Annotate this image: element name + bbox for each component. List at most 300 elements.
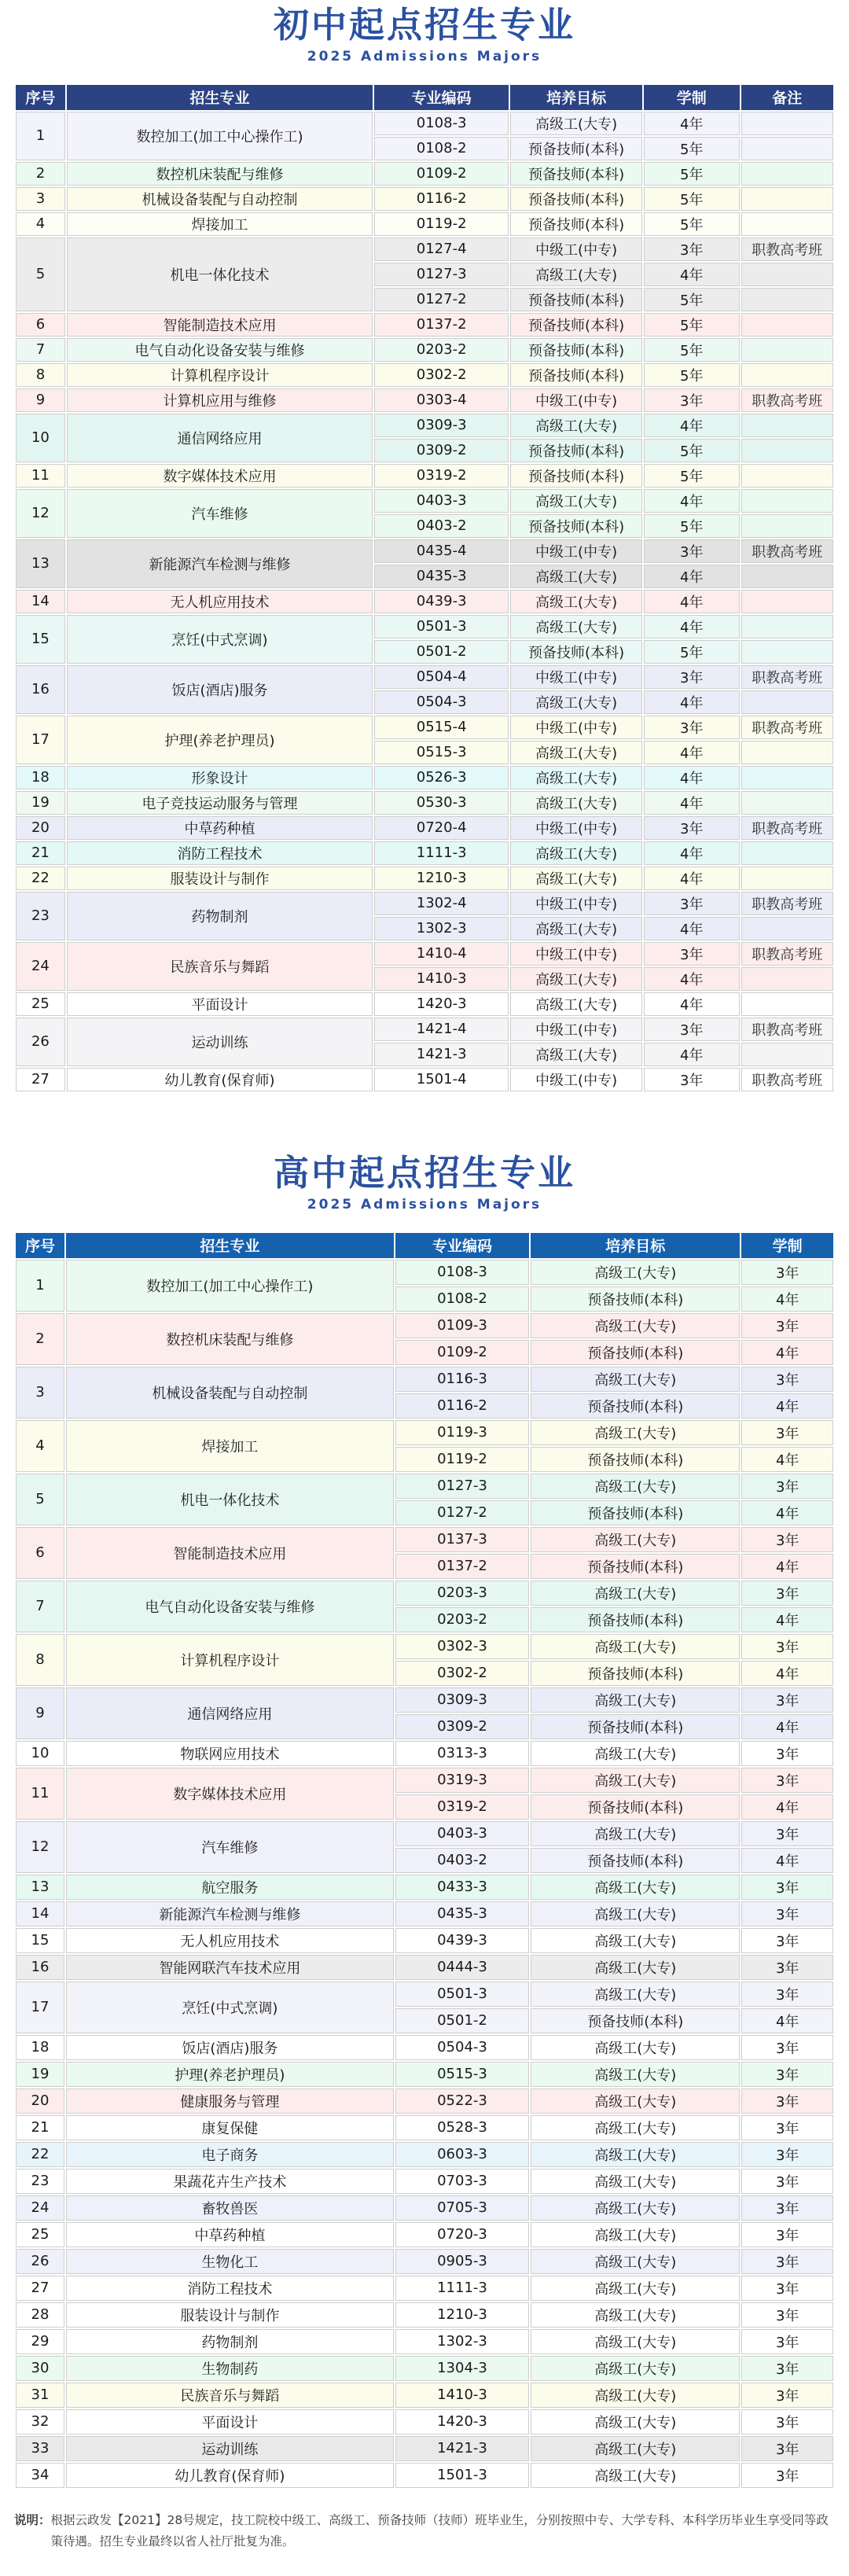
table-row (16, 1474, 833, 1499)
major-name: 服装设计与制作 (67, 867, 373, 890)
table-row (16, 1634, 833, 1659)
major-name: 汽车维修 (66, 1821, 394, 1873)
remark (741, 690, 833, 714)
training-goal: 高级工(大专) (531, 1741, 740, 1766)
training-goal: 预备技师(本科) (510, 212, 642, 236)
row-number: 3 (16, 187, 65, 211)
training-goal: 预备技师(本科) (510, 640, 642, 664)
row-number: 27 (16, 2276, 64, 2301)
column-header: 培养目标 (510, 85, 642, 110)
training-goal: 高级工(大专) (531, 1928, 740, 1953)
study-duration: 3年 (741, 1313, 833, 1338)
row-number: 2 (16, 1313, 64, 1365)
remark: 职教高考班 (741, 1018, 833, 1041)
row-number: 9 (16, 1687, 64, 1739)
major-name: 运动训练 (66, 2436, 394, 2461)
training-goal: 高级工(大专) (510, 992, 642, 1016)
table-row (16, 766, 833, 789)
training-goal: 预备技师(本科) (510, 137, 642, 160)
table-row (16, 791, 833, 815)
major-name: 机械设备装配与自动控制 (67, 187, 373, 211)
table-row (16, 2035, 833, 2060)
study-duration: 3年 (741, 2302, 833, 2328)
training-goal: 高级工(大专) (531, 1901, 740, 1926)
major-name: 新能源汽车检测与维修 (66, 1901, 394, 1926)
major-name: 护理(养老护理员) (66, 2062, 394, 2087)
table-row (16, 1875, 833, 1900)
row-number: 5 (16, 237, 65, 311)
row-number: 8 (16, 363, 65, 387)
table-row (16, 841, 833, 865)
major-code: 0435-4 (374, 539, 509, 563)
training-goal: 高级工(大专) (531, 1982, 740, 2007)
major-name: 消防工程技术 (66, 2276, 394, 2301)
major-code: 0319-2 (395, 1794, 529, 1820)
major-code: 0501-3 (395, 1982, 529, 2007)
row-number: 17 (16, 1982, 64, 2033)
major-name: 健康服务与管理 (66, 2088, 394, 2114)
study-duration: 3年 (644, 942, 740, 966)
training-goal: 高级工(大专) (510, 967, 642, 991)
table-row (16, 1581, 833, 1606)
study-duration: 3年 (741, 1687, 833, 1713)
column-header: 专业编码 (374, 85, 509, 110)
major-code: 0319-2 (374, 464, 509, 488)
training-goal: 高级工(大专) (531, 1420, 740, 1445)
study-duration: 4年 (644, 590, 740, 613)
header-row (16, 85, 833, 110)
row-number: 20 (16, 816, 65, 840)
major-name: 中草药种植 (67, 816, 373, 840)
training-goal: 高级工(大专) (510, 489, 642, 513)
major-name: 药物制剂 (67, 892, 373, 940)
training-goal: 高级工(大专) (531, 2329, 740, 2354)
training-goal: 高级工(大专) (510, 615, 642, 638)
training-goal: 高级工(大专) (531, 2356, 740, 2381)
major-code: 0137-3 (395, 1527, 529, 1552)
training-goal: 高级工(大专) (531, 2249, 740, 2274)
table-row (16, 1260, 833, 1285)
senior-admissions-section (14, 1153, 835, 2490)
training-goal: 高级工(大专) (531, 1313, 740, 1338)
study-duration: 5年 (644, 313, 740, 337)
training-goal: 预备技师(本科) (531, 1714, 740, 1739)
table-row (16, 942, 833, 966)
table-row (16, 338, 833, 362)
remark: 职教高考班 (741, 665, 833, 689)
training-goal: 预备技师(本科) (531, 1447, 740, 1472)
major-code: 0403-2 (395, 1848, 529, 1873)
study-duration: 3年 (644, 1018, 740, 1041)
training-goal: 预备技师(本科) (531, 1286, 740, 1312)
training-goal: 高级工(大专) (510, 766, 642, 789)
remark (741, 640, 833, 664)
major-name: 机电一体化技术 (67, 237, 373, 311)
major-code: 0504-3 (374, 690, 509, 714)
study-duration: 3年 (741, 2356, 833, 2381)
study-duration: 5年 (644, 137, 740, 160)
row-number: 5 (16, 1474, 64, 1525)
table-row (16, 2115, 833, 2140)
major-name: 数字媒体技术应用 (66, 1768, 394, 1820)
study-duration: 3年 (741, 2383, 833, 2408)
study-duration: 3年 (741, 1928, 833, 1953)
remark (741, 590, 833, 613)
row-number: 12 (16, 489, 65, 538)
table-row (16, 212, 833, 236)
junior-title-block (14, 5, 835, 64)
remark (741, 212, 833, 236)
study-duration: 5年 (644, 363, 740, 387)
major-name: 运动训练 (67, 1018, 373, 1066)
remark (741, 917, 833, 940)
major-code: 0302-3 (395, 1634, 529, 1659)
remark (741, 187, 833, 211)
major-name: 机械设备装配与自动控制 (66, 1367, 394, 1419)
major-code: 1421-3 (374, 1043, 509, 1066)
row-number: 29 (16, 2329, 64, 2354)
row-number: 10 (16, 414, 65, 462)
row-number: 14 (16, 590, 65, 613)
study-duration: 3年 (644, 539, 740, 563)
row-number: 23 (16, 892, 65, 940)
row-number: 18 (16, 766, 65, 789)
table-row (16, 1982, 833, 2007)
major-code: 0603-3 (395, 2142, 529, 2167)
training-goal: 中级工(中专) (510, 816, 642, 840)
senior-admissions-table (14, 1231, 835, 2490)
remark (741, 162, 833, 186)
major-code: 0137-2 (395, 1554, 529, 1579)
major-name: 饭店(酒店)服务 (67, 665, 373, 714)
major-name: 计算机程序设计 (67, 363, 373, 387)
study-duration: 4年 (644, 992, 740, 1016)
study-duration: 5年 (644, 338, 740, 362)
major-name: 航空服务 (66, 1875, 394, 1900)
study-duration: 4年 (644, 489, 740, 513)
training-goal: 预备技师(本科) (531, 1848, 740, 1873)
remark (741, 489, 833, 513)
major-code: 0403-2 (374, 514, 509, 538)
major-code: 1410-3 (395, 2383, 529, 2408)
junior-admissions-section (14, 5, 835, 1093)
training-goal: 高级工(大专) (531, 1527, 740, 1552)
training-goal: 预备技师(本科) (510, 313, 642, 337)
training-goal: 高级工(大专) (531, 1260, 740, 1285)
study-duration: 5年 (644, 464, 740, 488)
major-name: 计算机程序设计 (66, 1634, 394, 1686)
study-duration: 3年 (741, 1474, 833, 1499)
column-header: 学制 (741, 1233, 833, 1258)
training-goal: 高级工(大专) (531, 1687, 740, 1713)
major-code: 0403-3 (395, 1821, 529, 1846)
row-number: 9 (16, 388, 65, 412)
major-name: 平面设计 (66, 2409, 394, 2434)
study-duration: 4年 (644, 690, 740, 714)
study-duration: 3年 (741, 1741, 833, 1766)
study-duration: 4年 (741, 1340, 833, 1365)
table-row (16, 2062, 833, 2087)
training-goal: 高级工(大专) (531, 1955, 740, 1980)
major-code: 0905-3 (395, 2249, 529, 2274)
column-header: 序号 (16, 1233, 64, 1258)
training-goal: 高级工(大专) (510, 414, 642, 437)
remark (741, 288, 833, 311)
major-code: 0109-2 (395, 1340, 529, 1365)
major-code: 0108-3 (374, 112, 509, 135)
study-duration: 3年 (741, 1260, 833, 1285)
major-code: 1111-3 (395, 2276, 529, 2301)
study-duration: 3年 (644, 237, 740, 261)
row-number: 16 (16, 665, 65, 714)
major-code: 0303-4 (374, 388, 509, 412)
major-name: 电气自动化设备安装与维修 (67, 338, 373, 362)
training-goal: 预备技师(本科) (510, 363, 642, 387)
training-goal: 高级工(大专) (510, 590, 642, 613)
row-number: 7 (16, 1581, 64, 1632)
column-header: 序号 (16, 85, 65, 110)
training-goal: 高级工(大专) (531, 2383, 740, 2408)
table-row (16, 2195, 833, 2221)
major-code: 1420-3 (374, 992, 509, 1016)
footnote-label: 说明： (14, 2512, 51, 2527)
table-row (16, 2249, 833, 2274)
major-code: 0203-2 (374, 338, 509, 362)
row-number: 15 (16, 615, 65, 664)
major-code: 0309-3 (395, 1687, 529, 1713)
major-code: 0433-3 (395, 1875, 529, 1900)
major-code: 0522-3 (395, 2088, 529, 2114)
major-name: 物联网应用技术 (66, 1741, 394, 1766)
study-duration: 3年 (741, 2062, 833, 2087)
column-header: 培养目标 (531, 1233, 740, 1258)
major-name: 数控加工(加工中心操作工) (67, 112, 373, 160)
study-duration: 5年 (644, 187, 740, 211)
major-name: 民族音乐与舞蹈 (67, 942, 373, 991)
major-code: 0116-2 (395, 1393, 529, 1419)
major-code: 0116-2 (374, 187, 509, 211)
study-duration: 4年 (741, 1286, 833, 1312)
remark (741, 992, 833, 1016)
remark: 职教高考班 (741, 816, 833, 840)
major-code: 0302-2 (395, 1661, 529, 1686)
major-code: 1410-3 (374, 967, 509, 991)
table-row (16, 2142, 833, 2167)
remark (741, 439, 833, 462)
remark (741, 137, 833, 160)
training-goal: 预备技师(本科) (531, 1500, 740, 1525)
study-duration: 3年 (741, 1634, 833, 1659)
table-row (16, 313, 833, 337)
major-code: 0515-3 (374, 741, 509, 764)
training-goal: 高级工(大专) (510, 263, 642, 286)
table-row (16, 112, 833, 135)
table-row (16, 1955, 833, 1980)
major-name: 数控加工(加工中心操作工) (66, 1260, 394, 1312)
major-name: 幼儿教育(保育师) (67, 1068, 373, 1091)
training-goal: 中级工(中专) (510, 716, 642, 739)
training-goal: 高级工(大专) (531, 1875, 740, 1900)
major-code: 1302-4 (374, 892, 509, 915)
training-goal: 高级工(大专) (531, 1474, 740, 1499)
major-code: 0116-3 (395, 1367, 529, 1392)
footnote-text: 根据云政发【2021】28号规定，技工院校中级工、高级工、预备技师（技师）班毕业生，分别按照中专、大学专科、本科学历毕业生享受同等政策待遇。招生专业最终以省人社厅批复为准。 (50, 2512, 829, 2548)
page-subtitle: 2025 Admissions Majors (307, 48, 542, 64)
training-goal: 预备技师(本科) (510, 162, 642, 186)
major-name: 康复保健 (66, 2115, 394, 2140)
major-code: 1420-3 (395, 2409, 529, 2434)
major-name: 中草药种植 (66, 2222, 394, 2247)
study-duration: 3年 (741, 2115, 833, 2140)
major-code: 0528-3 (395, 2115, 529, 2140)
table-row (16, 1527, 833, 1552)
table-row (16, 363, 833, 387)
study-duration: 4年 (741, 1607, 833, 1632)
major-code: 0703-3 (395, 2169, 529, 2194)
major-code: 0309-3 (374, 414, 509, 437)
major-code: 0203-3 (395, 1581, 529, 1606)
remark (741, 766, 833, 789)
footnote (14, 2510, 835, 2552)
study-duration: 4年 (741, 2008, 833, 2033)
remark (741, 615, 833, 638)
study-duration: 3年 (741, 2142, 833, 2167)
study-duration: 4年 (741, 1447, 833, 1472)
table-row (16, 489, 833, 513)
table-row (16, 590, 833, 613)
study-duration: 4年 (644, 565, 740, 588)
major-code: 0108-3 (395, 1260, 529, 1285)
major-name: 通信网络应用 (67, 414, 373, 462)
study-duration: 3年 (741, 1901, 833, 1926)
training-goal: 高级工(大专) (531, 2463, 740, 2488)
study-duration: 3年 (644, 716, 740, 739)
major-name: 护理(养老护理员) (67, 716, 373, 764)
major-code: 0526-3 (374, 766, 509, 789)
study-duration: 3年 (741, 2035, 833, 2060)
table-row (16, 237, 833, 261)
major-name: 智能制造技术应用 (67, 313, 373, 337)
column-header: 备注 (741, 85, 833, 110)
row-number: 25 (16, 992, 65, 1016)
major-name: 药物制剂 (66, 2329, 394, 2354)
major-code: 1302-3 (374, 917, 509, 940)
training-goal: 中级工(中专) (510, 388, 642, 412)
row-number: 7 (16, 338, 65, 362)
major-code: 0439-3 (395, 1928, 529, 1953)
table-row (16, 2383, 833, 2408)
major-code: 0504-3 (395, 2035, 529, 2060)
page-subtitle: 2025 Admissions Majors (307, 1196, 542, 1213)
remark (741, 841, 833, 865)
remark (741, 414, 833, 437)
senior-title-block (14, 1153, 835, 1213)
table-row (16, 388, 833, 412)
training-goal: 预备技师(本科) (531, 1340, 740, 1365)
table-row (16, 1313, 833, 1338)
row-number: 14 (16, 1901, 64, 1926)
remark: 职教高考班 (741, 942, 833, 966)
study-duration: 3年 (644, 892, 740, 915)
study-duration: 4年 (644, 967, 740, 991)
table-row (16, 2329, 833, 2354)
study-duration: 5年 (644, 439, 740, 462)
major-name: 数字媒体技术应用 (67, 464, 373, 488)
row-number: 20 (16, 2088, 64, 2114)
major-code: 0501-2 (395, 2008, 529, 2033)
training-goal: 预备技师(本科) (510, 464, 642, 488)
remark: 职教高考班 (741, 388, 833, 412)
training-goal: 预备技师(本科) (510, 288, 642, 311)
training-goal: 高级工(大专) (510, 1043, 642, 1066)
remark: 职教高考班 (741, 716, 833, 739)
study-duration: 3年 (741, 2222, 833, 2247)
study-duration: 4年 (644, 791, 740, 815)
study-duration: 3年 (644, 388, 740, 412)
study-duration: 3年 (741, 2276, 833, 2301)
training-goal: 预备技师(本科) (531, 1661, 740, 1686)
major-code: 0119-3 (395, 1420, 529, 1445)
major-name: 机电一体化技术 (66, 1474, 394, 1525)
study-duration: 4年 (741, 1500, 833, 1525)
row-number: 6 (16, 313, 65, 337)
major-name: 汽车维修 (67, 489, 373, 538)
major-code: 0309-2 (395, 1714, 529, 1739)
major-name: 畜牧兽医 (66, 2195, 394, 2221)
study-duration: 4年 (644, 1043, 740, 1066)
row-number: 10 (16, 1741, 64, 1766)
major-code: 0720-4 (374, 816, 509, 840)
study-duration: 4年 (644, 414, 740, 437)
major-code: 0504-4 (374, 665, 509, 689)
major-name: 幼儿教育(保育师) (66, 2463, 394, 2488)
training-goal: 中级工(中专) (510, 1068, 642, 1091)
row-number: 12 (16, 1821, 64, 1873)
row-number: 19 (16, 791, 65, 815)
remark (741, 791, 833, 815)
study-duration: 4年 (741, 1794, 833, 1820)
study-duration: 5年 (644, 162, 740, 186)
study-duration: 3年 (741, 1367, 833, 1392)
major-name: 服装设计与制作 (66, 2302, 394, 2328)
major-name: 民族音乐与舞蹈 (66, 2383, 394, 2408)
row-number: 18 (16, 2035, 64, 2060)
major-name: 无人机应用技术 (66, 1928, 394, 1953)
major-code: 0720-3 (395, 2222, 529, 2247)
row-number: 34 (16, 2463, 64, 2488)
row-number: 3 (16, 1367, 64, 1419)
row-number: 8 (16, 1634, 64, 1686)
training-goal: 中级工(中专) (510, 665, 642, 689)
training-goal: 高级工(大专) (510, 565, 642, 588)
major-name: 智能网联汽车技术应用 (66, 1955, 394, 1980)
table-row (16, 992, 833, 1016)
study-duration: 3年 (741, 1768, 833, 1793)
study-duration: 3年 (741, 1955, 833, 1980)
table-row (16, 2356, 833, 2381)
remark (741, 1043, 833, 1066)
study-duration: 3年 (644, 816, 740, 840)
training-goal: 高级工(大专) (531, 2088, 740, 2114)
major-code: 1304-3 (395, 2356, 529, 2381)
study-duration: 4年 (644, 263, 740, 286)
major-code: 0515-4 (374, 716, 509, 739)
page-title: 高中起点招生专业 (273, 1151, 575, 1194)
major-code: 0403-3 (374, 489, 509, 513)
table-row (16, 1768, 833, 1793)
row-number: 13 (16, 539, 65, 588)
major-code: 0302-2 (374, 363, 509, 387)
